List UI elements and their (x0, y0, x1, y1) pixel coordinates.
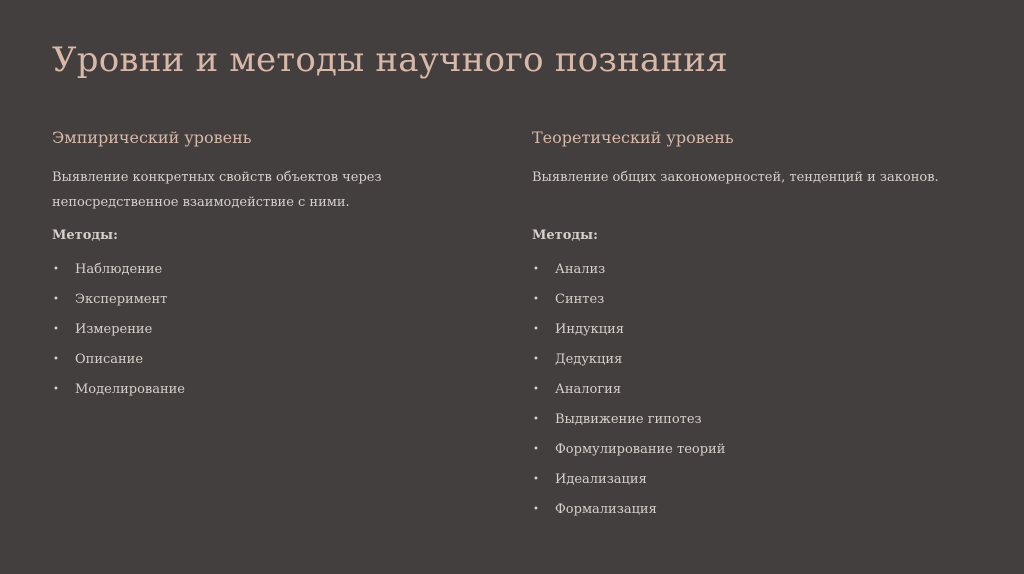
theoretical-description-text: Выявление общих закономерностей, тенденций и законов. (532, 170, 939, 185)
bullet-icon: • (533, 354, 539, 365)
empirical-methods-list (52, 258, 472, 408)
theoretical-method-item (532, 498, 972, 528)
bullet-icon: • (533, 384, 539, 395)
method-label: Эксперимент (75, 292, 168, 307)
method-label: Формулирование теорий (555, 442, 726, 457)
bullet-icon: • (533, 414, 539, 425)
method-label: Описание (75, 352, 144, 367)
method-label: Аналогия (555, 382, 622, 397)
bullet-icon: • (533, 504, 539, 515)
empirical-heading: Эмпирический уровень (52, 128, 252, 147)
bullet-icon: • (533, 324, 539, 335)
bullet-icon: • (533, 294, 539, 305)
method-label: Дедукция (555, 352, 623, 367)
bullet-icon: • (533, 264, 539, 275)
method-label: Измерение (75, 322, 153, 337)
method-label: Выдвижение гипотез (555, 412, 702, 427)
empirical-method-item (52, 348, 472, 378)
bullet-icon: • (53, 264, 59, 275)
theoretical-method-item (532, 408, 972, 438)
empirical-description (52, 165, 472, 215)
method-label: Анализ (555, 262, 606, 277)
theoretical-method-item (532, 258, 972, 288)
empirical-method-item (52, 318, 472, 348)
theoretical-heading: Теоретический уровень (532, 128, 734, 147)
method-label: Формализация (555, 502, 657, 517)
bullet-icon: • (53, 324, 59, 335)
theoretical-method-item (532, 468, 972, 498)
theoretical-methods-list (532, 258, 972, 528)
empirical-description-line-1: Выявление конкретных свойств объектов через (52, 170, 382, 185)
method-label: Идеализация (555, 472, 647, 487)
method-label: Индукция (555, 322, 625, 337)
theoretical-column (532, 128, 972, 528)
bullet-icon: • (533, 444, 539, 455)
empirical-method-item (52, 258, 472, 288)
bullet-icon: • (53, 294, 59, 305)
empirical-method-item (52, 288, 472, 318)
method-label: Моделирование (75, 382, 185, 397)
bullet-icon: • (53, 384, 59, 395)
theoretical-method-item (532, 288, 972, 318)
empirical-methods-label: Методы: (52, 228, 118, 243)
bullet-icon: • (53, 354, 59, 365)
theoretical-description (532, 165, 972, 215)
bullet-icon: • (533, 474, 539, 485)
empirical-column (52, 128, 472, 408)
theoretical-methods-label: Методы: (532, 228, 598, 243)
method-label: Наблюдение (75, 262, 163, 277)
theoretical-method-item (532, 318, 972, 348)
method-label: Синтез (555, 292, 605, 307)
theoretical-method-item (532, 378, 972, 408)
slide-title: Уровни и методы научного познания (52, 40, 728, 80)
theoretical-method-item (532, 348, 972, 378)
empirical-description-line-2: непосредственное взаимодействие с ними. (52, 195, 350, 210)
theoretical-method-item (532, 438, 972, 468)
empirical-method-item (52, 378, 472, 408)
